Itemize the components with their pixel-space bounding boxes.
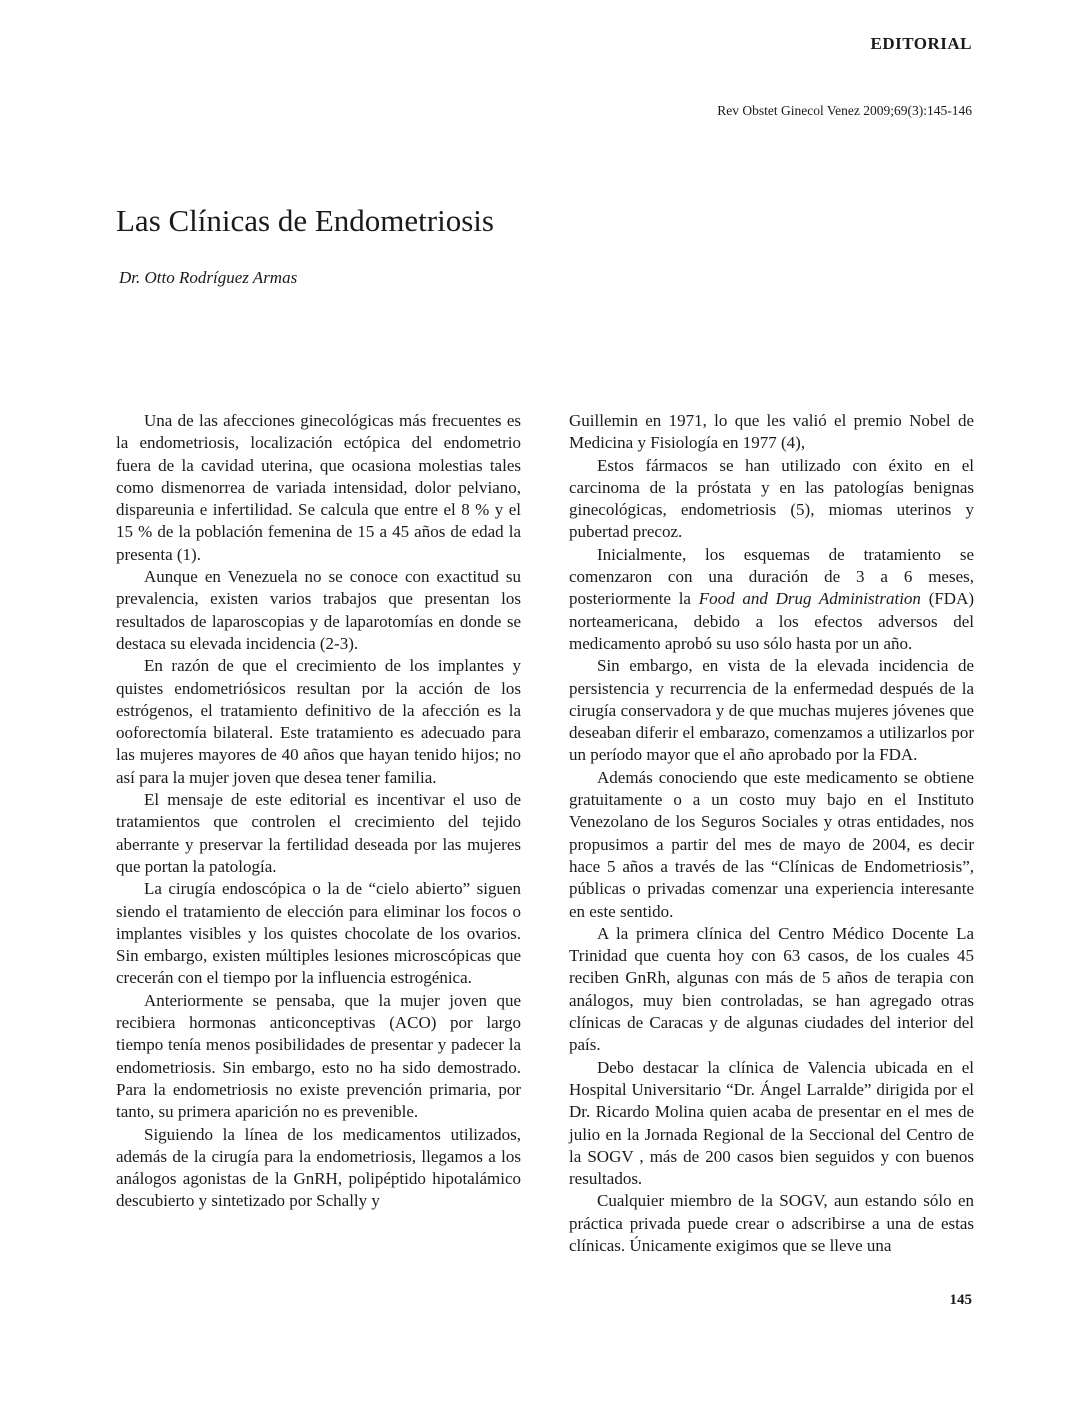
paragraph: Sin embargo, en vista de la elevada incidencia de persistencia y recurrencia de la enfermedad después de la cirugía conservadora y de que muchas mujeres jóvenes que deseaban diferir el embarazo, comenzamos a utilizarlos por un período mayor que el año aprobado por la FDA. bbox=[569, 656, 974, 765]
text-run: Inicialmente, los esquemas de tratamiento se comenzaron con una duración de 3 a 6 meses, posteriormente la bbox=[569, 544, 974, 609]
right-column bbox=[569, 410, 974, 1257]
paragraph: En razón de que el crecimiento de los implantes y quistes endometriósicos resultan por la acción de los estrógenos, el tratamiento definitivo de la afección es la ooforectomía bilateral. Este tratamiento es adecuado para las mujeres mayores de 40 años que hayan tenido hijos; no así para la mujer joven que desea tener familia. bbox=[116, 656, 521, 787]
paragraph: Siguiendo la línea de los medicamentos utilizados, además de la cirugía para la endometriosis, llegamos a los análogos agonistas de la GnRH, polipéptido hipotalámico descubierto y sintetizado por Schally y bbox=[116, 1124, 521, 1211]
paragraph: A la primera clínica del Centro Médico Docente La Trinidad que cuenta hoy con 63 casos, de los cuales 45 reciben GnRh, algunas con más de 5 años de terapia con análogos, muy bien controladas, se han agregado otras clínicas de Caracas y de algunas ciudades del interior del país. bbox=[569, 923, 974, 1055]
section-label: EDITORIAL bbox=[870, 34, 972, 53]
article-title: Las Clínicas de Endometriosis bbox=[116, 203, 494, 238]
text-run: (FDA) norteamericana, debido a los efectos adversos del medicamento aprobó su uso sólo hasta por un año. bbox=[569, 589, 975, 653]
paragraph bbox=[569, 544, 974, 655]
page-number: 145 bbox=[949, 1292, 972, 1308]
paragraph: Cualquier miembro de la SOGV, aun estando sólo en práctica privada puede crear o adscribirse a una de estas clínicas. Únicamente exigimos que se lleve una bbox=[569, 1191, 974, 1255]
paragraph: Además conociendo que este medicamento se obtiene gratuitamente o a un costo muy bajo en el Instituto Venezolano de los Seguros Sociales y otras entidades, nos propusimos a partir del mes de mayo de 2004, es decir hace 5 años a través de las “Clínicas de Endometriosis”, públicas o privadas comenzar una experiencia interesante en este sentido. bbox=[569, 767, 974, 921]
paragraph: Una de las afecciones ginecológicas más frecuentes es la endometriosis, localización ectópica del endometrio fuera de la cavidad uterina, que ocasiona molestias tales como dismenorrea de variada intensidad, dolor pelviano, dispareunia e infertilidad. Se calcula que entre el 8 % y el 15 % de la población femenina de 15 a 45 años de edad la presenta (1). bbox=[116, 411, 521, 564]
paragraph: Anteriormente se pensaba, que la mujer joven que recibiera hormonas anticonceptivas (ACO) por largo tiempo tenía menos posibilidades de presentar y padecer la endometriosis. Sin embargo, esto no ha sido demostrado. Para la endometriosis no existe prevención primaria, por tanto, su primera aparición no es prevenible. bbox=[116, 990, 521, 1122]
italic-term: Food and Drug Administration bbox=[698, 589, 921, 609]
paragraph: Debo destacar la clínica de Valencia ubicada en el Hospital Universitario “Dr. Ángel Larralde” dirigida por el Dr. Ricardo Molina quien acaba de presentar en el mes de julio en la Jornada Regional de la Seccional del Centro de la SOGV , más de 200 casos bien seguidos y con buenos resultados. bbox=[569, 1057, 974, 1189]
paragraph: Estos fármacos se han utilizado con éxito en el carcinoma de la próstata y en las patologías benignas ginecológicas, endometriosis (5), miomas uterinos y pubertad precoz. bbox=[569, 455, 974, 542]
article-author: Dr. Otto Rodríguez Armas bbox=[119, 268, 298, 287]
paragraph: La cirugía endoscópica o la de “cielo abierto” siguen siendo el tratamiento de elección para eliminar los focos o implantes visibles y los quistes chocolate de los ovarios. Sin embargo, existen múltiples lesiones microscópicas que crecerán con el tiempo por la influencia estrogénica. bbox=[116, 879, 521, 988]
paragraph-continuation: Guillemin en 1971, lo que les valió el premio Nobel de Medicina y Fisiología en 1977 (4), bbox=[569, 411, 974, 453]
journal-citation: Rev Obstet Ginecol Venez 2009;69(3):145-146 bbox=[717, 103, 972, 118]
paragraph: Aunque en Venezuela no se conoce con exactitud su prevalencia, existen varios trabajos que presentan los resultados de laparoscopias y de laparotomías en donde se destaca su elevada incidencia (2-3). bbox=[116, 567, 521, 653]
left-column bbox=[116, 410, 521, 1213]
paragraph: El mensaje de este editorial es incentivar el uso de tratamientos que controlen el crecimiento del tejido aberrante y preservar la fertilidad deseada por las mujeres que portan la patología. bbox=[116, 790, 521, 876]
